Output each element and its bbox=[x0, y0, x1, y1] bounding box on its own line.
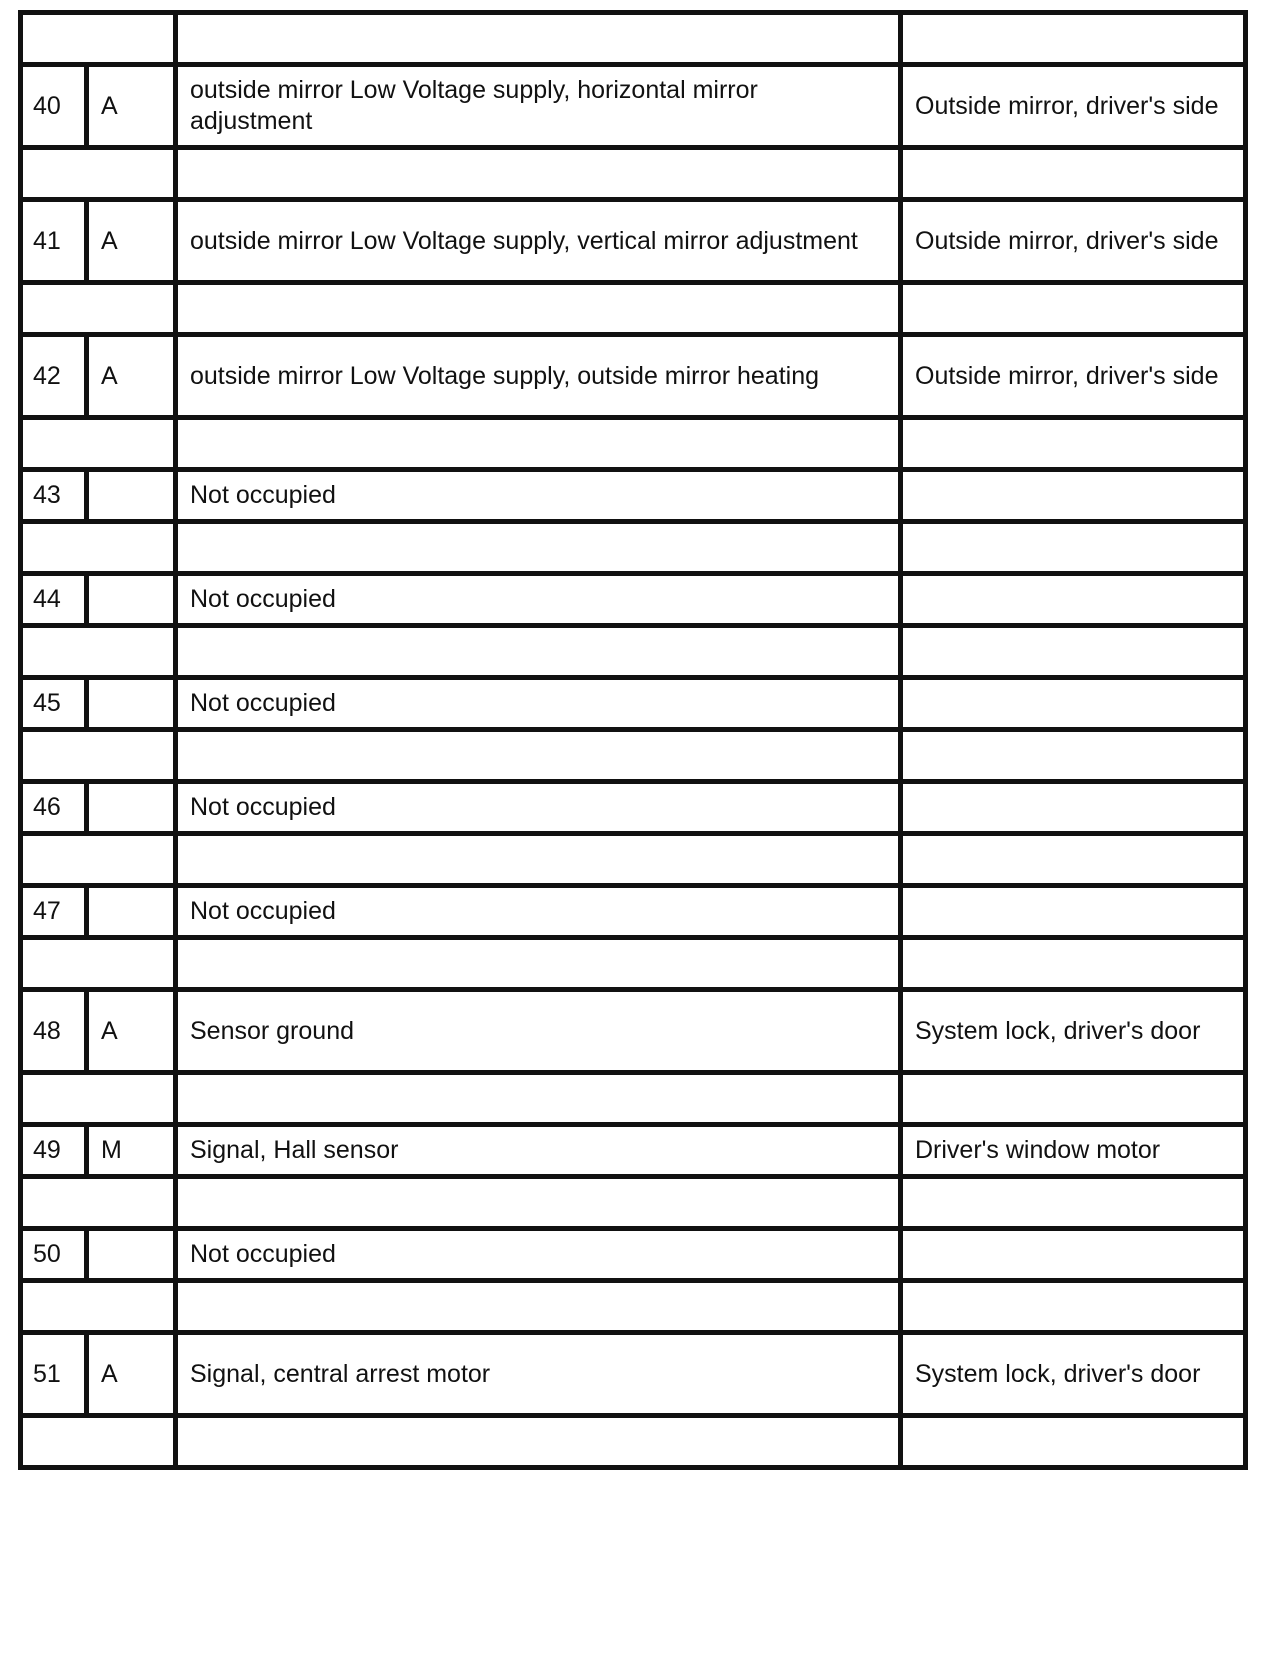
pin-type bbox=[87, 886, 176, 938]
pin-description: Not occupied bbox=[176, 1229, 901, 1281]
spacer-cell bbox=[176, 1177, 901, 1229]
spacer-cell bbox=[901, 626, 1246, 678]
pin-number: 44 bbox=[21, 574, 87, 626]
pin-type bbox=[87, 574, 176, 626]
pin-component: System lock, driver's door bbox=[901, 990, 1246, 1073]
pin-component: Outside mirror, driver's side bbox=[901, 65, 1246, 148]
spacer-row bbox=[21, 626, 1246, 678]
pin-type: A bbox=[87, 200, 176, 283]
spacer-row bbox=[21, 1073, 1246, 1125]
pin-description: Not occupied bbox=[176, 886, 901, 938]
spacer-cell bbox=[176, 283, 901, 335]
spacer-row bbox=[21, 730, 1246, 782]
spacer-row bbox=[21, 1416, 1246, 1468]
pin-component bbox=[901, 1229, 1246, 1281]
spacer-cell bbox=[176, 626, 901, 678]
pin-type bbox=[87, 470, 176, 522]
spacer-cell bbox=[21, 13, 176, 65]
spacer-row bbox=[21, 418, 1246, 470]
pin-type bbox=[87, 782, 176, 834]
spacer-cell bbox=[21, 1073, 176, 1125]
pin-type: A bbox=[87, 990, 176, 1073]
pin-description: outside mirror Low Voltage supply, vertical mirror adjustment bbox=[176, 200, 901, 283]
spacer-cell bbox=[176, 13, 901, 65]
pin-number: 42 bbox=[21, 335, 87, 418]
spacer-row bbox=[21, 522, 1246, 574]
pin-description: Signal, Hall sensor bbox=[176, 1125, 901, 1177]
spacer-cell bbox=[21, 522, 176, 574]
pin-number: 40 bbox=[21, 65, 87, 148]
pin-description: outside mirror Low Voltage supply, outside mirror heating bbox=[176, 335, 901, 418]
pin-number: 48 bbox=[21, 990, 87, 1073]
spacer-cell bbox=[901, 418, 1246, 470]
pin-component bbox=[901, 782, 1246, 834]
spacer-cell bbox=[901, 522, 1246, 574]
spacer-row bbox=[21, 1281, 1246, 1333]
table-row bbox=[21, 65, 1246, 148]
pin-type: A bbox=[87, 65, 176, 148]
pin-description: Not occupied bbox=[176, 470, 901, 522]
spacer-cell bbox=[21, 626, 176, 678]
pin-description: Not occupied bbox=[176, 678, 901, 730]
pin-component bbox=[901, 574, 1246, 626]
pin-number: 43 bbox=[21, 470, 87, 522]
pin-number: 49 bbox=[21, 1125, 87, 1177]
pin-description: Signal, central arrest motor bbox=[176, 1333, 901, 1416]
spacer-cell bbox=[901, 1177, 1246, 1229]
spacer-cell bbox=[176, 938, 901, 990]
table-row bbox=[21, 335, 1246, 418]
spacer-cell bbox=[176, 1416, 901, 1468]
spacer-row bbox=[21, 13, 1246, 65]
table-row bbox=[21, 782, 1246, 834]
spacer-row bbox=[21, 283, 1246, 335]
pin-component: Driver's window motor bbox=[901, 1125, 1246, 1177]
pin-description: outside mirror Low Voltage supply, horizontal mirror adjustment bbox=[176, 65, 901, 148]
spacer-row bbox=[21, 834, 1246, 886]
table-row bbox=[21, 1125, 1246, 1177]
pin-type: M bbox=[87, 1125, 176, 1177]
pin-number: 45 bbox=[21, 678, 87, 730]
spacer-cell bbox=[21, 730, 176, 782]
spacer-cell bbox=[176, 834, 901, 886]
pin-table-body bbox=[21, 13, 1246, 1468]
spacer-cell bbox=[901, 938, 1246, 990]
spacer-row bbox=[21, 148, 1246, 200]
spacer-cell bbox=[901, 834, 1246, 886]
table-row bbox=[21, 990, 1246, 1073]
pin-description: Not occupied bbox=[176, 782, 901, 834]
spacer-cell bbox=[901, 1281, 1246, 1333]
pin-component: Outside mirror, driver's side bbox=[901, 335, 1246, 418]
pin-number: 46 bbox=[21, 782, 87, 834]
pin-type: A bbox=[87, 335, 176, 418]
table-row bbox=[21, 200, 1246, 283]
pin-description: Not occupied bbox=[176, 574, 901, 626]
spacer-cell bbox=[176, 148, 901, 200]
pin-number: 47 bbox=[21, 886, 87, 938]
table-row bbox=[21, 574, 1246, 626]
pin-description: Sensor ground bbox=[176, 990, 901, 1073]
pin-type: A bbox=[87, 1333, 176, 1416]
spacer-cell bbox=[901, 1073, 1246, 1125]
pin-type bbox=[87, 678, 176, 730]
spacer-cell bbox=[21, 148, 176, 200]
spacer-cell bbox=[21, 283, 176, 335]
spacer-cell bbox=[176, 418, 901, 470]
pin-type bbox=[87, 1229, 176, 1281]
pin-component bbox=[901, 470, 1246, 522]
spacer-cell bbox=[901, 283, 1246, 335]
spacer-cell bbox=[176, 1281, 901, 1333]
spacer-cell bbox=[21, 1177, 176, 1229]
spacer-cell bbox=[21, 938, 176, 990]
spacer-cell bbox=[176, 522, 901, 574]
table-row bbox=[21, 470, 1246, 522]
table-row bbox=[21, 886, 1246, 938]
pin-component bbox=[901, 886, 1246, 938]
spacer-cell bbox=[901, 730, 1246, 782]
pin-component: Outside mirror, driver's side bbox=[901, 200, 1246, 283]
spacer-cell bbox=[901, 148, 1246, 200]
pin-component bbox=[901, 678, 1246, 730]
spacer-cell bbox=[176, 730, 901, 782]
spacer-row bbox=[21, 938, 1246, 990]
pin-number: 51 bbox=[21, 1333, 87, 1416]
table-row bbox=[21, 1333, 1246, 1416]
table-row bbox=[21, 1229, 1246, 1281]
pin-number: 50 bbox=[21, 1229, 87, 1281]
spacer-cell bbox=[901, 1416, 1246, 1468]
spacer-row bbox=[21, 1177, 1246, 1229]
table-row bbox=[21, 678, 1246, 730]
spacer-cell bbox=[176, 1073, 901, 1125]
pin-component: System lock, driver's door bbox=[901, 1333, 1246, 1416]
spacer-cell bbox=[21, 1416, 176, 1468]
spacer-cell bbox=[901, 13, 1246, 65]
spacer-cell bbox=[21, 834, 176, 886]
pin-number: 41 bbox=[21, 200, 87, 283]
spacer-cell bbox=[21, 1281, 176, 1333]
spacer-cell bbox=[21, 418, 176, 470]
pin-assignment-table bbox=[18, 10, 1248, 1470]
